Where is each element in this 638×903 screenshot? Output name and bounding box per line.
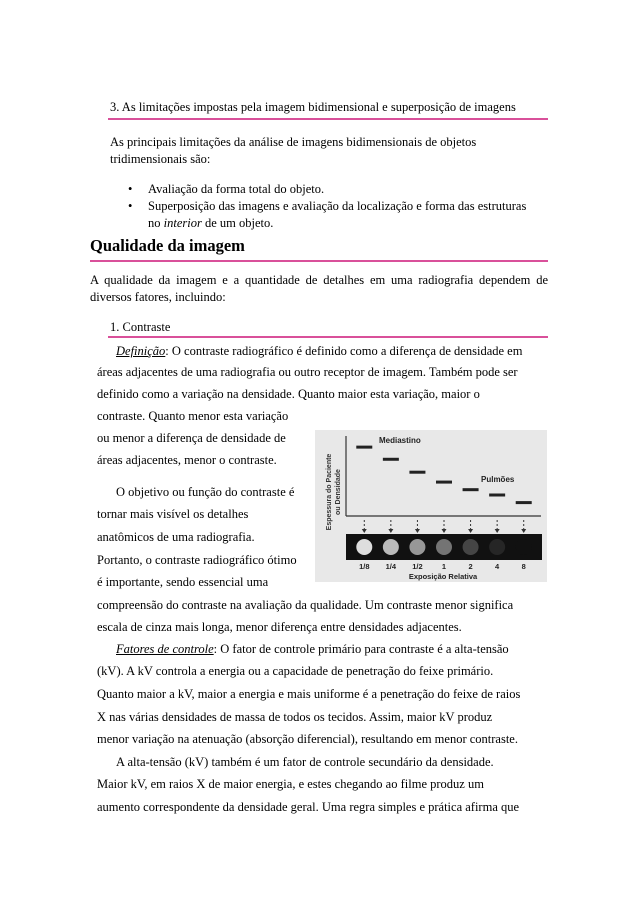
contrast-diagram — [315, 430, 547, 582]
section-3-intro-line1: As principais limitações da análise de imagens bidimensionais de objetos — [110, 135, 477, 149]
paragraph-line: A alta-tensão (kV) também é um fator de controle secundário da densidade. — [116, 755, 494, 769]
section-3-intro-line2: tridimensionais são: — [110, 152, 211, 166]
bullet-text: Avaliação da forma total do objeto. — [148, 182, 325, 196]
bullet-text-suffix: de um objeto. — [201, 216, 274, 230]
qualidade-line1: A qualidade da imagem e a quantidade de detalhes em uma radiografia dependem de — [90, 273, 548, 287]
paragraph-line: anatômicos de uma radiografia. — [97, 530, 255, 544]
x-tick-label: 8 — [521, 562, 526, 571]
density-step — [516, 539, 532, 555]
paragraph-line: contraste. Quanto menor esta variação — [97, 409, 289, 423]
level-mark — [409, 471, 425, 474]
paragraph-line: tornar mais visível os detalhes — [97, 507, 249, 521]
list-item — [110, 198, 550, 232]
paragraph-line: Quanto maior a kV, maior a energia e mais uniforme é a penetração do feixe de raios — [97, 687, 521, 701]
heading-rule — [108, 118, 548, 120]
paragraph-line: menor variação na atenuação (absorção diferencial), resultando em menor contraste. — [97, 732, 518, 746]
x-tick-label: 4 — [495, 562, 500, 571]
density-step — [436, 539, 452, 555]
bullet-icon: • — [128, 182, 133, 196]
paragraph-line: escala de cinza mais longa, menor diferença entre densidades adjacentes. — [97, 620, 462, 634]
label-mediastino: Mediastino — [379, 436, 421, 445]
x-tick-label: 1/4 — [385, 562, 397, 571]
bullet-text: Superposição das imagens e avaliação da localização e forma das estruturas — [148, 199, 527, 213]
level-mark — [356, 446, 372, 449]
density-step — [409, 539, 425, 555]
definicao-line — [116, 344, 522, 359]
density-step — [383, 539, 399, 555]
x-tick-label: 1 — [441, 562, 447, 571]
label-pulmoes: Pulmões — [481, 475, 515, 484]
level-mark — [383, 458, 399, 461]
contraste-heading: 1. Contraste — [110, 320, 171, 334]
limitations-list — [110, 181, 550, 232]
xlabel: Exposição Relativa — [408, 572, 478, 581]
density-step — [463, 539, 479, 555]
density-step — [489, 539, 505, 555]
paragraph-line: definido como a variação na densidade. Quanto maior esta variação, maior o — [97, 387, 480, 401]
bullet-text-prefix: no — [148, 216, 164, 230]
x-tick-label: 2 — [468, 562, 473, 571]
ylabel-line1: Espessura do Paciente — [326, 453, 333, 531]
density-step — [356, 539, 372, 555]
section-3-heading: 3. As limitações impostas pela imagem bidimensional e superposição de imagens — [110, 100, 516, 114]
fatores-line — [116, 642, 509, 657]
fatores-label: Fatores de controle — [116, 642, 214, 656]
qualidade-heading: Qualidade da imagem — [90, 236, 245, 255]
definicao-label: Definição — [116, 344, 166, 358]
fatores-text: : O fator de controle primário para contraste é a alta-tensão — [213, 642, 509, 656]
paragraph-line: Portanto, o contraste radiográfico ótimo — [97, 553, 297, 567]
paragraph-line: X nas várias densidades de massa de todos os tecidos. Assim, maior kV produz — [97, 710, 493, 724]
level-mark — [516, 501, 532, 504]
bullet-icon: • — [128, 199, 133, 213]
level-mark — [463, 488, 479, 491]
qualidade-line2: diversos fatores, incluindo: — [90, 290, 226, 304]
level-mark — [489, 494, 505, 497]
paragraph-line: Maior kV, em raios X de maior energia, e estes chegando ao filme produz um — [97, 777, 484, 791]
list-item — [110, 181, 550, 198]
paragraph-line: aumento correspondente da densidade geral. Uma regra simples e prática afirma que — [97, 800, 520, 814]
level-mark — [436, 481, 452, 484]
paragraph-line: áreas adjacentes, menor o contraste. — [97, 453, 277, 467]
paragraph-line: áreas adjacentes de uma radiografia ou outro receptor de imagem. Também pode ser — [97, 365, 518, 379]
paragraph-line: O objetivo ou função do contraste é — [116, 485, 295, 499]
x-tick-label: 1/2 — [412, 562, 423, 571]
heading-rule — [90, 260, 548, 262]
paragraph-line: compreensão do contraste na avaliação da qualidade. Um contraste menor significa — [97, 598, 514, 612]
paragraph-line: é importante, sendo essencial uma — [97, 575, 269, 589]
heading-rule — [108, 336, 548, 338]
ylabel-line2: ou Densidade — [335, 469, 342, 515]
paragraph-line: ou menor a diferença de densidade de — [97, 431, 286, 445]
definicao-text: : O contraste radiográfico é definido como a diferença de densidade em — [165, 344, 523, 358]
x-tick-label: 1/8 — [359, 562, 370, 571]
contrast-figure — [315, 430, 547, 582]
bullet-text-italic: interior — [163, 216, 202, 230]
paragraph-line: (kV). A kV controla a energia ou a capacidade de penetração do feixe primário. — [97, 664, 494, 678]
